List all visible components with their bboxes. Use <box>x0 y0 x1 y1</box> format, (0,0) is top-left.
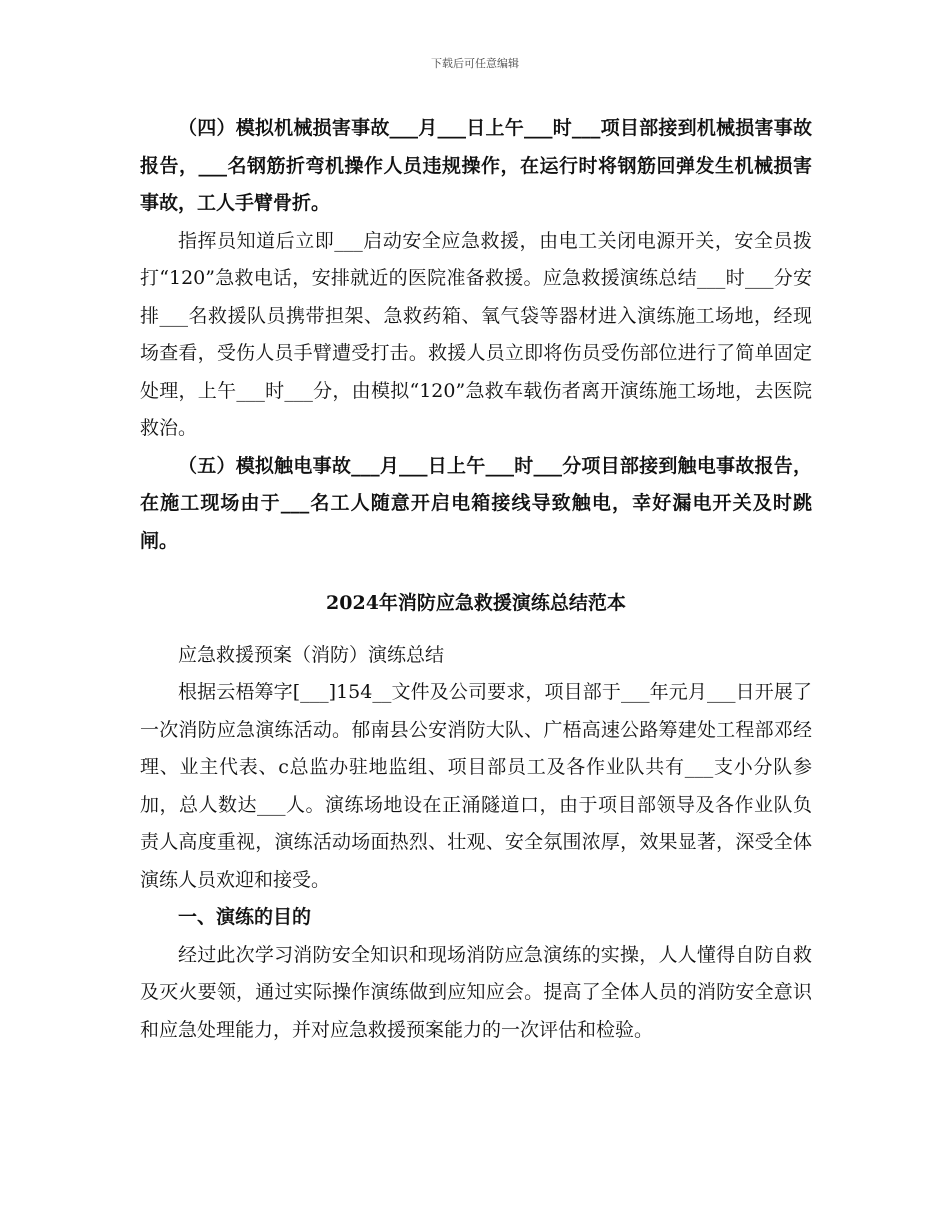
document-title: 2024年消防应急救援演练总结范本 <box>326 592 626 614</box>
intro-paragraph: 根据云梧筹字[___]154__文件及公司要求，项目部于___年元月___日开展了一次消防应急演练活动。郁南县公安消防大队、广梧高速公路筹建处工程部邓经理、业主代表、c总监办驻地监组、项目部员工及各作业队共有___支小分队参加，总人数达___人。演练场地设在正涌隧道口，由于项目部领导及各作业队负责人高度重视，演练活动场面热烈、壮观、安全氛围浓厚，效果显著，深受全体演练人员欢迎和接受。 <box>140 681 812 891</box>
document-subtitle: 应急救援预案（消防）演练总结 <box>178 643 445 666</box>
page-header: 下载后可任意编辑 <box>431 57 519 70</box>
document-body <box>140 110 812 1049</box>
section1-heading: 一、演练的目的 <box>178 906 312 928</box>
section4-body-paragraph: 指挥员知道后立即___启动安全应急救援，由电工关闭电源开关，安全员拨打“120”急救电话，安排就近的医院准备救援。应急救援演练总结___时___分安排___名救援队员携带担架、急救药箱、氧气袋等器材进入演练施工场地，经现场查看，受伤人员手臂遭受打击。救援人员立即将伤员受伤部位进行了简单固定处理，上午___时___分，由模拟“120”急救车载伤者离开演练施工场地，去医院救治。 <box>140 229 812 439</box>
section1-paragraph: 经过此次学习消防安全知识和现场消防应急演练的实操，人人懂得自防自救及灭火要领，通过实际操作演练做到应知应会。提高了全体人员的消防安全意识和应急处理能力，并对应急救援预案能力的一次评估和检验。 <box>140 943 812 1041</box>
section5-heading-paragraph: （五）模拟触电事故___月___日上午___时___分项目部接到触电事故报告，在施工现场由于___名工人随意开启电箱接线导致触电，幸好漏电开关及时跳闸。 <box>140 454 812 552</box>
section4-heading-paragraph: （四）模拟机械损害事故___月___日上午___时___项目部接到机械损害事故报告，___名钢筋折弯机操作人员违规操作，在运行时将钢筋回弹发生机械损害事故，工人手臂骨折。 <box>140 117 812 214</box>
